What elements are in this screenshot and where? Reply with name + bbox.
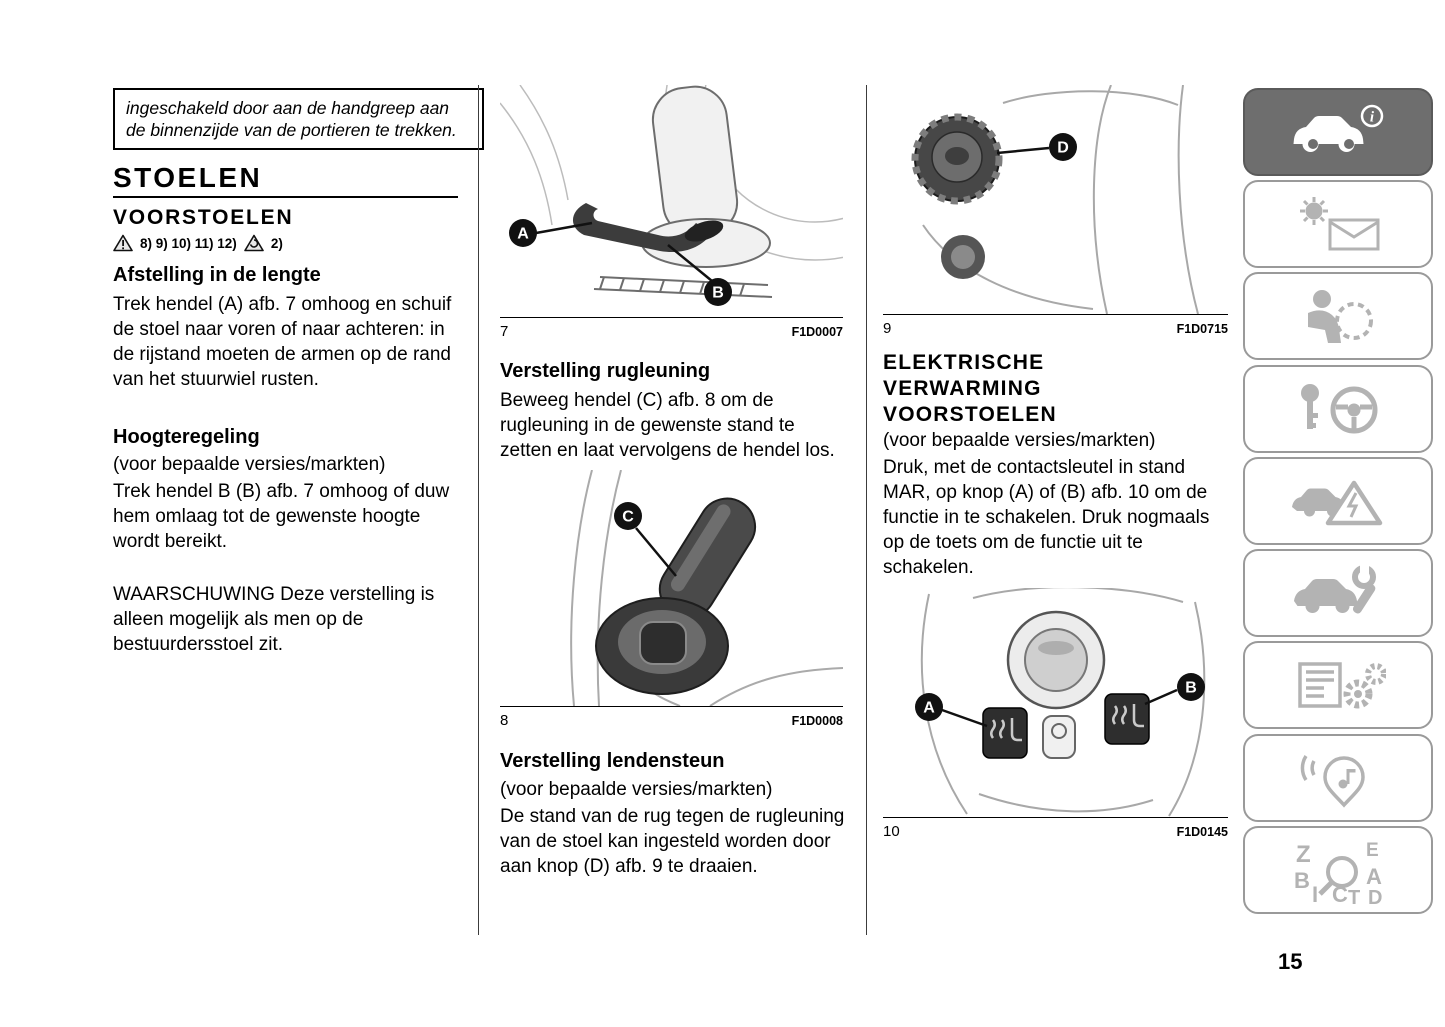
height-adjustment-body: Trek hendel B (B) afb. 7 omhoog of duw hem omlaag tot de gewenste hoogte wordt bereikt.: [113, 481, 450, 552]
lumbar-adjustment-note: (voor bepaalde versies/markten): [500, 779, 773, 800]
page-title: STOELEN: [113, 162, 263, 193]
sidebar-tab-warning-lights[interactable]: [1243, 180, 1433, 268]
figure-10: [883, 588, 1228, 818]
backrest-adjustment-body: Beweeg hendel (C) afb. 8 om de rugleuning in de gewenste stand te zetten en laat vervolgens de hendel los.: [500, 390, 835, 461]
svg-text:T: T: [1348, 887, 1361, 904]
column-divider-left: [478, 85, 479, 935]
seat-heating-button-right: [1105, 694, 1149, 744]
figure-number: 8: [500, 712, 509, 729]
callout-a: [509, 219, 537, 247]
figure-8-caption: [500, 712, 843, 729]
emergency-triangle-car-icon: [1290, 473, 1386, 529]
callout-c: [614, 502, 642, 530]
figure-9: [883, 85, 1228, 315]
warning-refs-primary: 8) 9) 10) 11) 12): [140, 235, 237, 251]
figure-number: 10: [883, 823, 900, 840]
section-subtitle: VOORSTOELEN: [113, 206, 294, 229]
length-adjustment-body: Trek hendel (A) afb. 7 omhoog en schuif de stoel naar voren of naar achteren: in de rijstand moeten de armen op de rand van het stuurwiel rusten.: [113, 294, 452, 390]
figure-code: F1D0007: [791, 325, 843, 339]
figure-code: F1D0008: [791, 714, 843, 728]
svg-text:A: A: [517, 225, 529, 243]
figure-number: 9: [883, 320, 892, 337]
figure-7-caption: [500, 323, 843, 340]
figure-number: 7: [500, 323, 509, 340]
airbag-seatbelt-icon: [1292, 287, 1384, 345]
document-gears-icon: [1290, 656, 1386, 714]
svg-text:C: C: [1332, 882, 1348, 904]
warning-lights-messages-icon: [1292, 196, 1384, 252]
length-adjustment-title: Afstelling in de lengte: [113, 264, 321, 286]
console-heating-buttons-illustration: [883, 588, 1228, 817]
svg-text:B: B: [1294, 868, 1310, 893]
warning-paragraph: WAARSCHUWING Deze verstelling is alleen mogelijk als men op de bestuurdersstoel zit.: [113, 584, 435, 655]
figure-7: [500, 85, 843, 318]
svg-text:B: B: [1185, 679, 1197, 697]
figure-code: F1D0145: [1176, 825, 1228, 839]
svg-text:D: D: [1057, 139, 1069, 157]
seat-heating-note: (voor bepaalde versies/markten): [883, 430, 1156, 451]
warning-refs-secondary: 2): [270, 235, 283, 251]
seat-length-adjustment-illustration: [500, 85, 843, 317]
media-sound-icon: [1292, 748, 1384, 808]
height-adjustment-note: (voor bepaalde versies/markten): [113, 454, 386, 475]
seat-heating-title: ELEKTRISCHE VERWARMING VOORSTOELEN: [883, 351, 1057, 426]
lumbar-knob-illustration: [883, 85, 1228, 314]
caution-triangle-icon: [244, 234, 264, 252]
sidebar-tab-vehicle-info[interactable]: [1243, 88, 1433, 176]
vehicle-info-icon: [1288, 103, 1388, 161]
sidebar-tab-technical-data[interactable]: [1243, 641, 1433, 729]
seat-heating-body: Druk, met de contactsleutel in stand MAR, op knop (A) of (B) afb. 10 om de functie in te schakelen. Druk nogmaals op de toets om de functie uit te schakelen.: [883, 457, 1210, 578]
callout-a-fig10: [915, 693, 943, 721]
car-wrench-icon: [1290, 565, 1386, 621]
page-number: 15: [1278, 949, 1303, 974]
sidebar-tab-index[interactable]: [1243, 826, 1433, 914]
sidebar-tab-starting-driving[interactable]: [1243, 365, 1433, 453]
seat-heating-button-left: [983, 708, 1027, 758]
figure-10-caption: [883, 823, 1228, 840]
svg-text:D: D: [1368, 887, 1383, 904]
lumbar-adjustment-title: Verstelling lendensteun: [500, 750, 725, 772]
column-divider-right: [866, 85, 867, 935]
callout-d: [1049, 133, 1077, 161]
lumbar-adjustment-body: De stand van de rug tegen de rugleuning van de stoel kan ingesteld worden door aan knop (D) afb. 9 te draaien.: [500, 806, 845, 877]
svg-text:i: i: [1369, 109, 1375, 126]
svg-text:I: I: [1312, 882, 1319, 904]
key-steering-wheel-icon: [1292, 380, 1384, 438]
backrest-lever-illustration: [500, 470, 843, 706]
callout-b: [704, 278, 732, 306]
title-rule: [113, 196, 458, 198]
svg-text:E: E: [1366, 840, 1379, 861]
callout-b-fig10: [1177, 673, 1205, 701]
figure-9-caption: [883, 320, 1228, 337]
svg-text:B: B: [712, 284, 724, 302]
sidebar-tab-safety[interactable]: [1243, 272, 1433, 360]
sidebar-tab-emergency[interactable]: [1243, 457, 1433, 545]
svg-text:A: A: [1366, 864, 1382, 889]
backrest-adjustment-title: Verstelling rugleuning: [500, 360, 711, 382]
figure-code: F1D0715: [1176, 322, 1228, 336]
svg-text:Z: Z: [1296, 841, 1311, 868]
warning-references-row: [113, 234, 458, 252]
svg-text:A: A: [923, 699, 935, 717]
alphabet-index-icon: [1290, 836, 1386, 904]
height-adjustment-title: Hoogteregeling: [113, 426, 260, 448]
intro-continuation-box: ingeschakeld door aan de handgreep aan de binnenzijde van de portieren te trekken.: [113, 88, 484, 150]
warning-triangle-icon: [113, 234, 133, 252]
svg-text:C: C: [622, 508, 634, 526]
sidebar-tab-maintenance[interactable]: [1243, 549, 1433, 637]
figure-8: [500, 470, 843, 707]
sidebar-tab-multimedia[interactable]: [1243, 734, 1433, 822]
